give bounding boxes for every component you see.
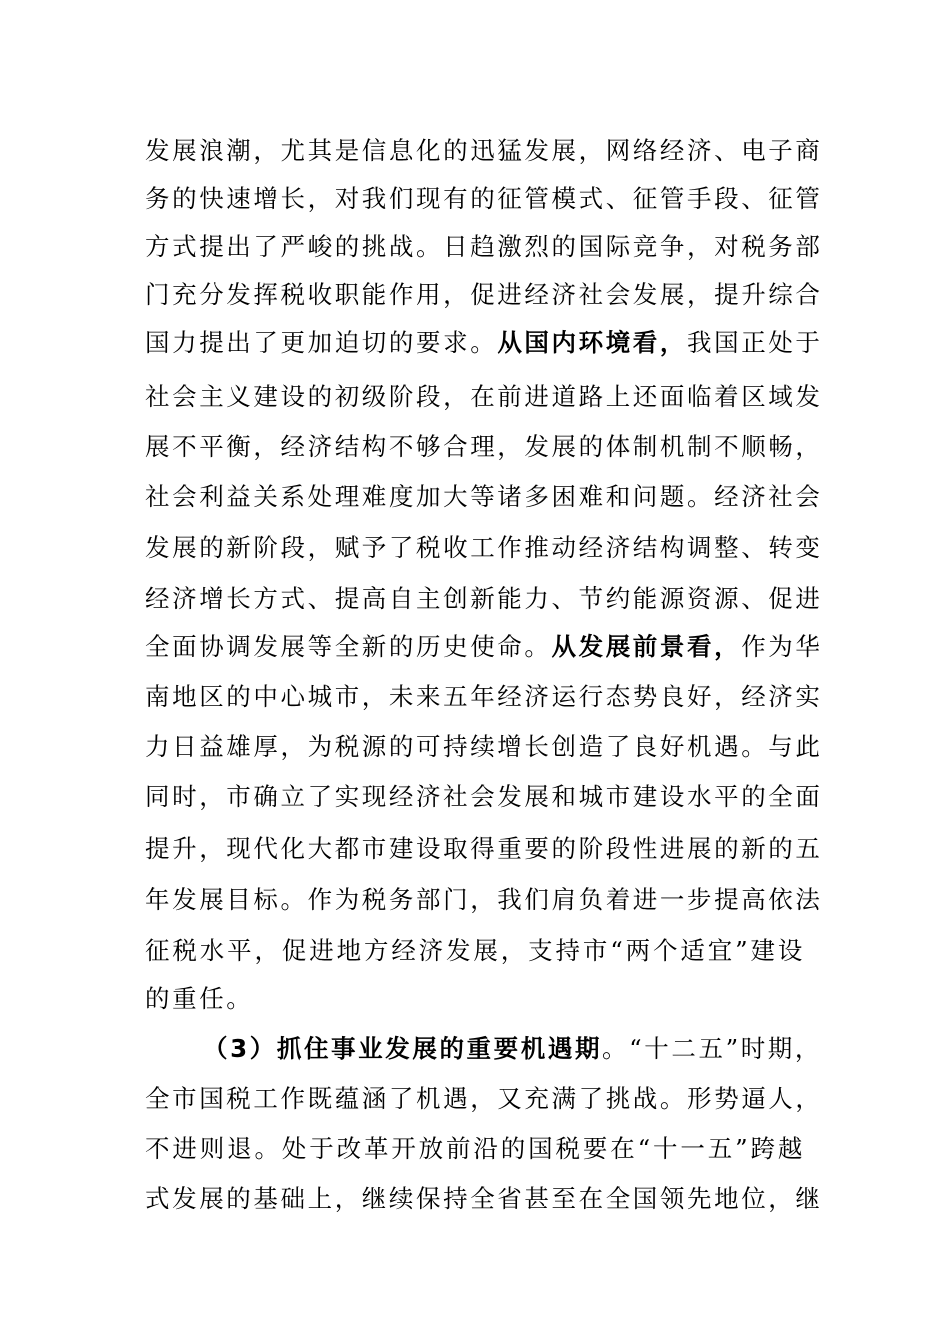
text-line: 门充分发挥税收职能作用，促进经济社会发展，提升综合 — [145, 280, 823, 309]
text-line — [145, 622, 823, 672]
text-line: 征税水平，促进地方经济发展，支持市“两个适宜”建设 — [145, 936, 805, 965]
text-run: 国力提出了更加迫切的要求。 — [145, 328, 498, 357]
text-line: 务的快速增长，对我们现有的征管模式、征管手段、征管 — [145, 184, 823, 213]
text-line: 南地区的中心城市，未来五年经济运行态势良好，经济实 — [145, 682, 823, 711]
text-line: 发展浪潮，尤其是信息化的迅猛发展，网络经济、电子商 — [145, 136, 823, 165]
text-line: 同时，市确立了实现经济社会发展和城市建设水平的全面 — [145, 782, 823, 811]
text-line: 发展的新阶段，赋予了税收工作推动经济结构调整、转变 — [145, 533, 823, 562]
text-line: 年发展目标。作为税务部门，我们肩负着进一步提高依法 — [145, 885, 823, 914]
text-line: 提升，现代化大都市建设取得重要的阶段性进展的新的五 — [145, 834, 823, 863]
text-line: 经济增长方式、提高自主创新能力、节约能源资源、促进 — [145, 584, 823, 613]
text-run: 我国正处于 — [687, 328, 823, 357]
bold-heading-run: 从发展前景看， — [551, 632, 742, 661]
text-line: 展不平衡，经济结构不够合理，发展的体制机制不顺畅， — [145, 432, 823, 461]
text-line: 力日益雄厚，为税源的可持续增长创造了良好机遇。与此 — [145, 732, 823, 761]
text-run: 全面协调发展等全新的历史使命。 — [145, 632, 552, 661]
text-line: 方式提出了严峻的挑战。日趋激烈的国际竞争，对税务部 — [145, 232, 823, 261]
text-run: 作为华 — [741, 632, 823, 661]
text-run: 。“十二五”时期， — [602, 1034, 822, 1063]
text-line: 不进则退。处于改革开放前沿的国税要在“十一五”跨越 — [145, 1134, 805, 1163]
text-line: 社会利益关系处理难度加大等诸多困难和问题。经济社会 — [145, 482, 823, 511]
text-line: 社会主义建设的初级阶段，在前进道路上还面临着区域发 — [145, 382, 823, 411]
text-line: 全市国税工作既蕴涵了机遇，又充满了挑战。形势逼人， — [145, 1084, 823, 1113]
text-line: 式发展的基础上，继续保持全省甚至在全国领先地位，继 — [145, 1184, 823, 1213]
bold-heading-run: 从国内环境看， — [497, 328, 688, 357]
text-line — [145, 318, 823, 368]
section-heading: （3）抓住事业发展的重要机遇期 — [203, 1034, 603, 1063]
section-heading-line — [145, 1024, 822, 1074]
text-line: 的重任。 — [145, 984, 254, 1013]
